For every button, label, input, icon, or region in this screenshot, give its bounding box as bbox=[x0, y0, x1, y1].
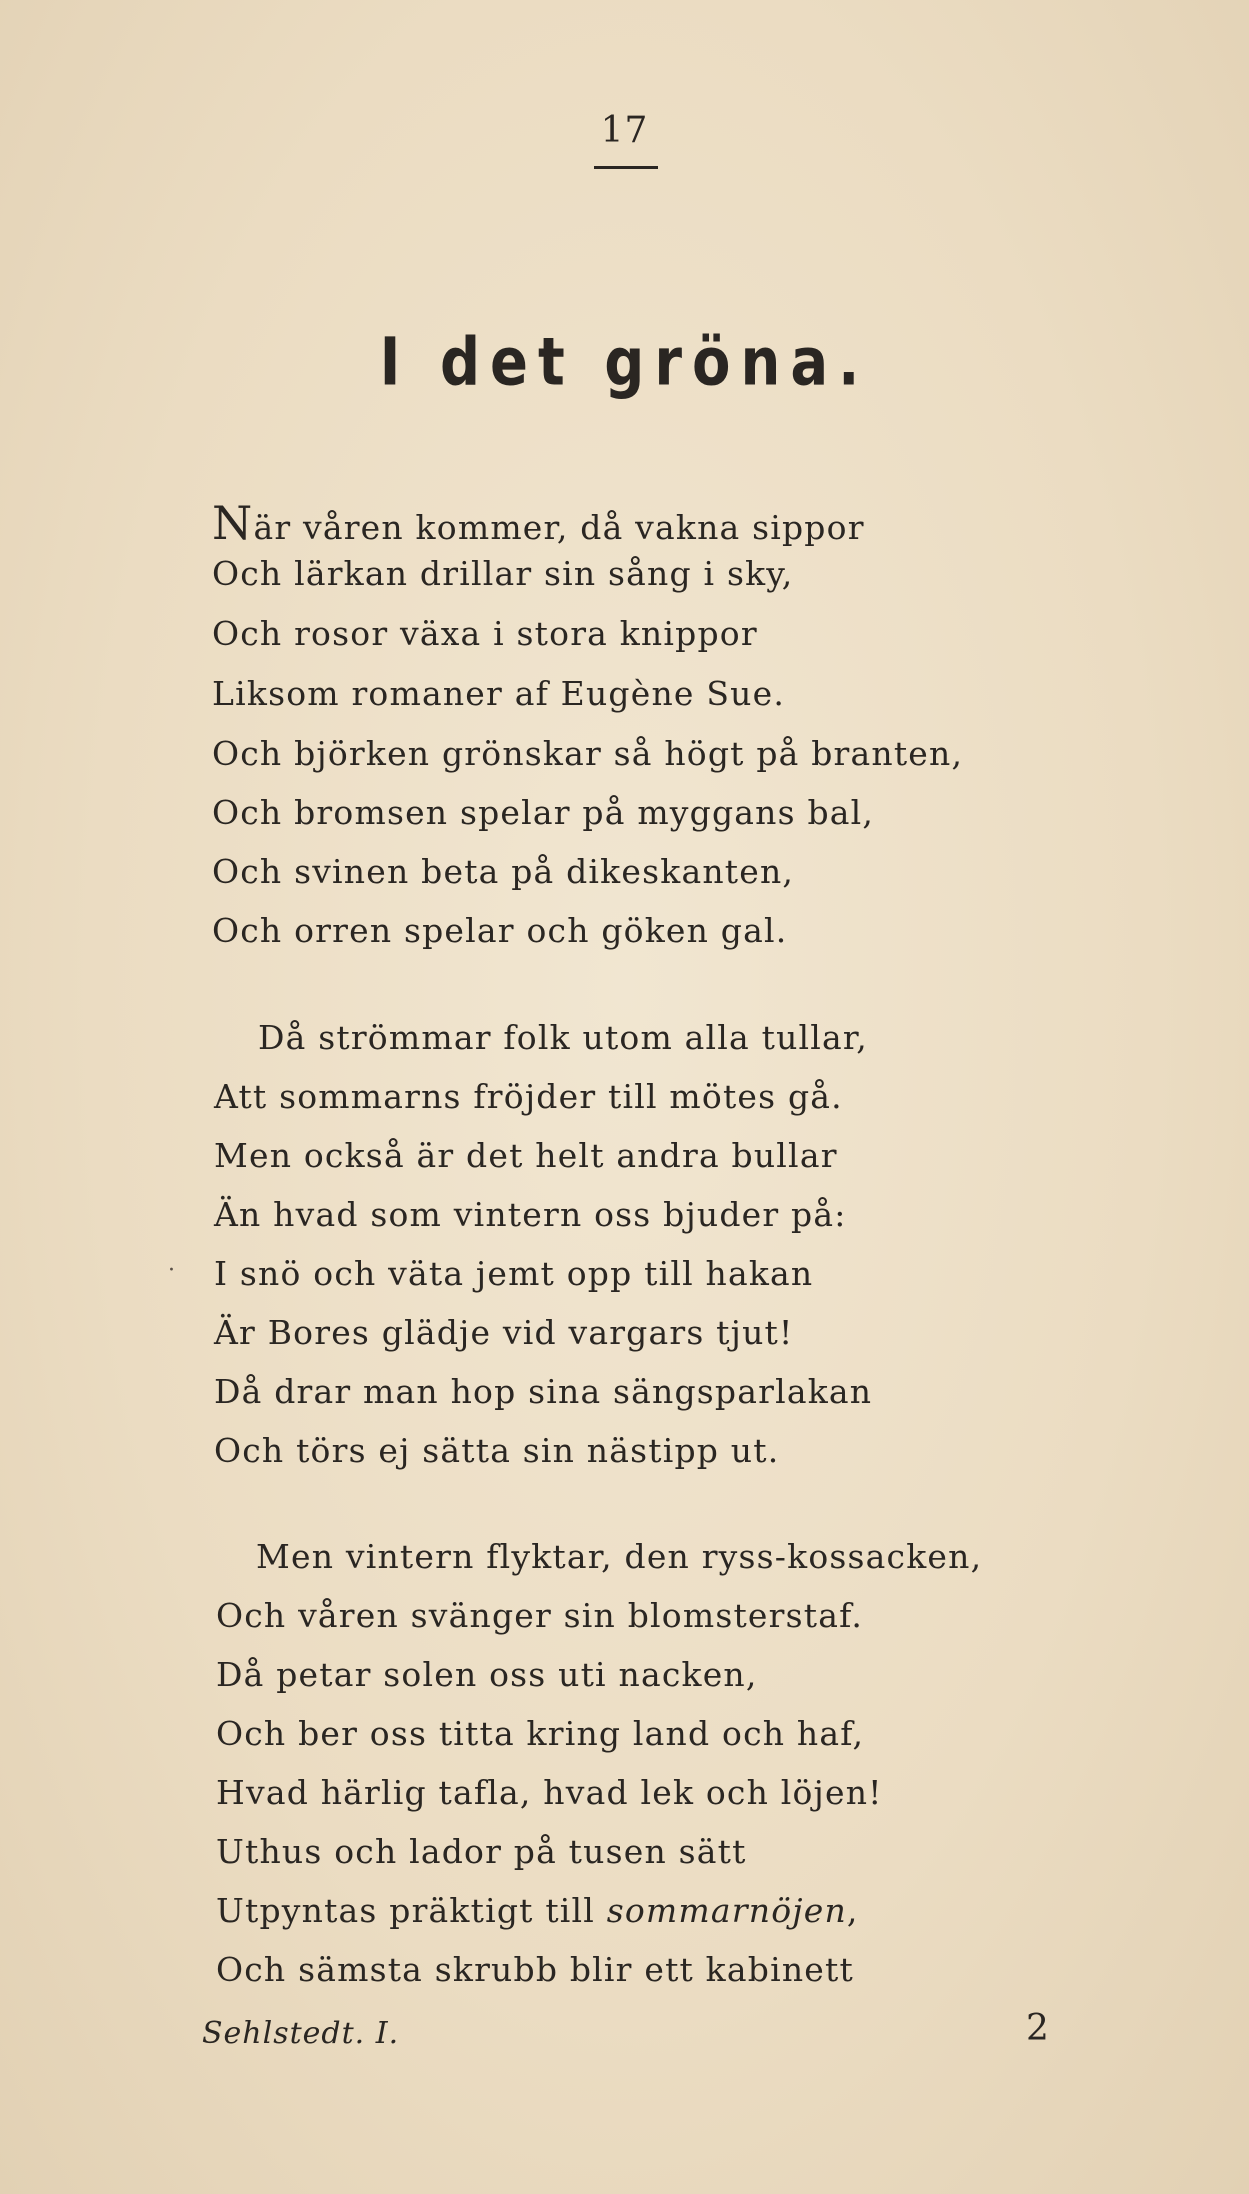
poem-line: Och orren spelar och göken gal. bbox=[212, 911, 788, 950]
poem-line bbox=[216, 1891, 859, 1930]
poem-line: Hvad härlig tafla, hvad lek och löjen! bbox=[216, 1773, 883, 1812]
poem-line: Och törs ej sätta sin nästipp ut. bbox=[214, 1431, 780, 1470]
poem-line: Är Bores glädje vid vargars tjut! bbox=[214, 1313, 794, 1352]
italic-phrase: sommarnöjen bbox=[606, 1891, 847, 1930]
drop-cap: N bbox=[212, 496, 254, 550]
poem-line: Och rosor växa i stora knippor bbox=[212, 614, 758, 653]
line-text: , bbox=[846, 1891, 859, 1930]
poem-line: Och lärkan drillar sin sång i sky, bbox=[212, 554, 794, 593]
poem-line: I snö och väta jemt opp till hakan bbox=[214, 1254, 814, 1293]
poem-line: Uthus och lador på tusen sätt bbox=[216, 1832, 747, 1871]
poem-line: Och bromsen spelar på myggans bal, bbox=[212, 793, 875, 832]
poem-line: Liksom romaner af Eugène Sue. bbox=[212, 674, 786, 713]
poem-line: Och våren svänger sin blomsterstaf. bbox=[216, 1596, 864, 1635]
poem-line: Och ber oss titta kring land och haf, bbox=[216, 1714, 865, 1753]
poem-line: Och björken grönskar så högt på branten, bbox=[212, 734, 964, 773]
poem-line: Men vintern flyktar, den ryss-kossacken, bbox=[256, 1537, 983, 1576]
footer-signature: Sehlstedt. I. bbox=[202, 2016, 400, 2051]
poem-line: Än hvad som vintern oss bjuder på: bbox=[214, 1195, 847, 1234]
poem-line: Och sämsta skrubb blir ett kabinett bbox=[216, 1950, 854, 1989]
page-number-rule bbox=[594, 166, 658, 169]
poem-line: Då petar solen oss uti nacken, bbox=[216, 1655, 758, 1694]
margin-mark: · bbox=[168, 1258, 175, 1283]
poem-line: Men också är det helt andra bullar bbox=[214, 1136, 838, 1175]
poem-line: Och svinen beta på dikeskanten, bbox=[212, 852, 795, 891]
page-number: 17 bbox=[600, 110, 649, 151]
poem-line: Att sommarns fröjder till mötes gå. bbox=[214, 1077, 843, 1116]
footer-sheet-number: 2 bbox=[1026, 2008, 1049, 2049]
line-text: är våren kommer, då vakna sippor bbox=[253, 508, 865, 547]
poem-line bbox=[212, 496, 865, 550]
poem-title: I det gröna. bbox=[379, 324, 870, 401]
line-text: Utpyntas präktigt till bbox=[216, 1891, 607, 1930]
poem-line: Då strömmar folk utom alla tullar, bbox=[258, 1018, 868, 1057]
poem-line: Då drar man hop sina sängsparlakan bbox=[214, 1372, 873, 1411]
